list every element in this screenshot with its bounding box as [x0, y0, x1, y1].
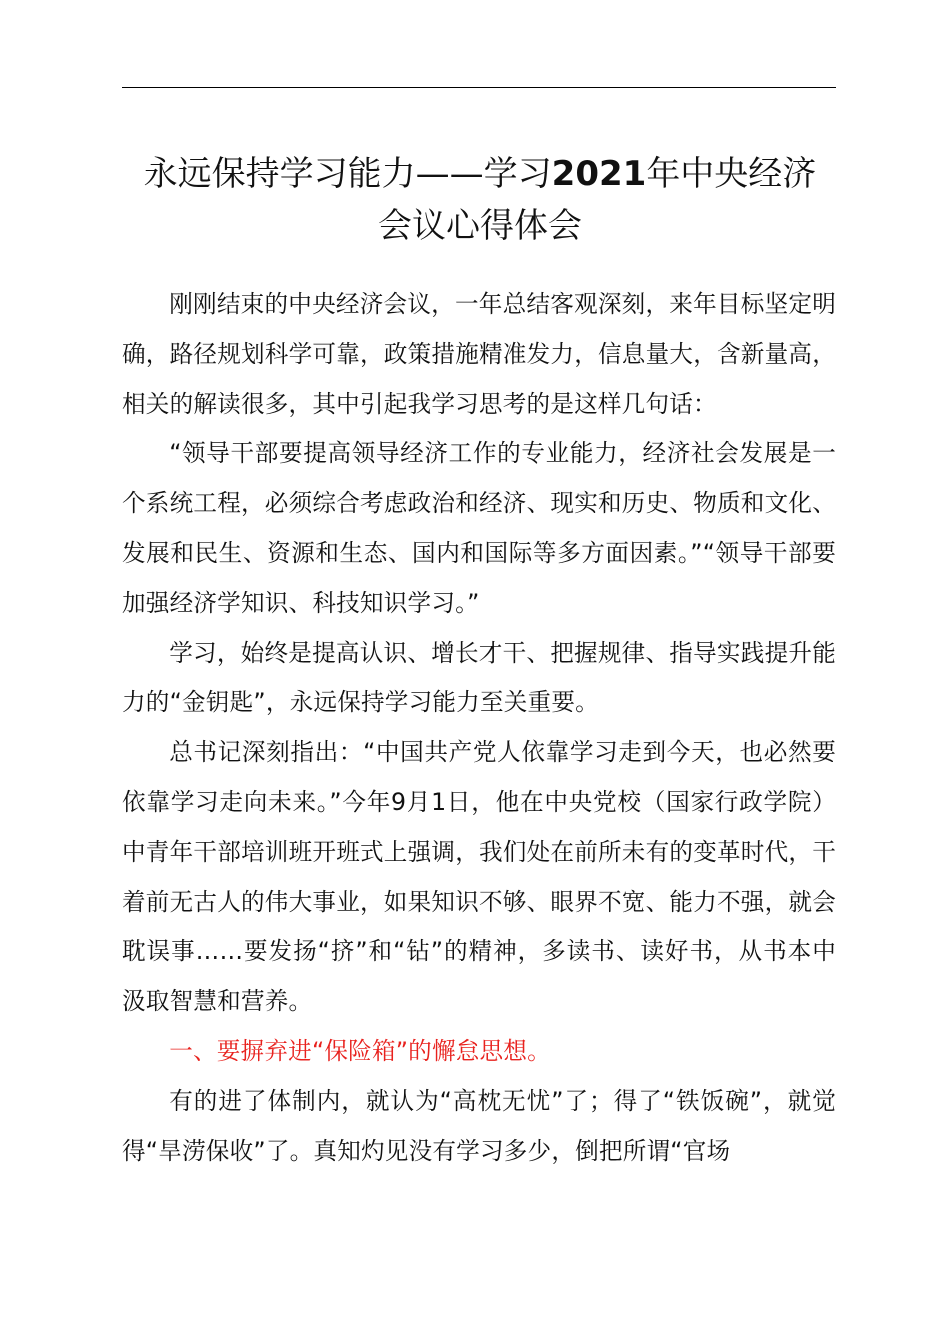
- paragraph-3: 学习，始终是提高认识、增长才干、把握规律、指导实践提升能力的“金钥匙”，永远保持学习能力至关重要。: [122, 638, 836, 717]
- paragraph-4: 总书记深刻指出：“中国共产党人依靠学习走到今天，也必然要依靠学习走向未来。”今年9月1日，他在中央党校（国家行政学院）中青年干部培训班开班式上强调，我们处在前所未有的变革时代，干着前无古人的伟大事业，如果知识不够、眼界不宽、能力不强，就会耽误事……要发扬“挤”和“钻”的精神，多读书、读好书，从书本中汲取智慧和营养。: [122, 738, 836, 1016]
- paragraph-2-quote: “领导干部要提高领导经济工作的专业能力，经济社会发展是一个系统工程，必须综合考虑政治和经济、现实和历史、物质和文化、发展和民生、资源和生态、国内和国际等多方面因素。”“领导干部要加强经济学知识、科技知识学习。”: [122, 439, 836, 617]
- document-title: [100, 148, 860, 252]
- header-rule: [122, 87, 836, 88]
- paragraph-5: 有的进了体制内，就认为“高枕无忧”了；得了“铁饭碗”，就觉得“旱涝保收”了。真知灼见没有学习多少，倒把所谓“官场: [122, 1086, 836, 1165]
- title-year: 2021: [551, 154, 647, 194]
- paragraph-1: 刚刚结束的中央经济会议，一年总结客观深刻，来年目标坚定明确，路径规划科学可靠，政策措施精准发力，信息量大，含新量高，相关的解读很多，其中引起我学习思考的是这样几句话：: [122, 290, 836, 418]
- title-line-2: 会议心得体会: [378, 206, 582, 246]
- title-suffix: 年中央经济: [646, 154, 817, 194]
- title-prefix: 永远保持学习能力——学习: [143, 154, 552, 194]
- section-heading-1: 一、要摒弃进“保险箱”的懈怠思想。: [169, 1036, 551, 1065]
- document-body: [122, 280, 836, 1176]
